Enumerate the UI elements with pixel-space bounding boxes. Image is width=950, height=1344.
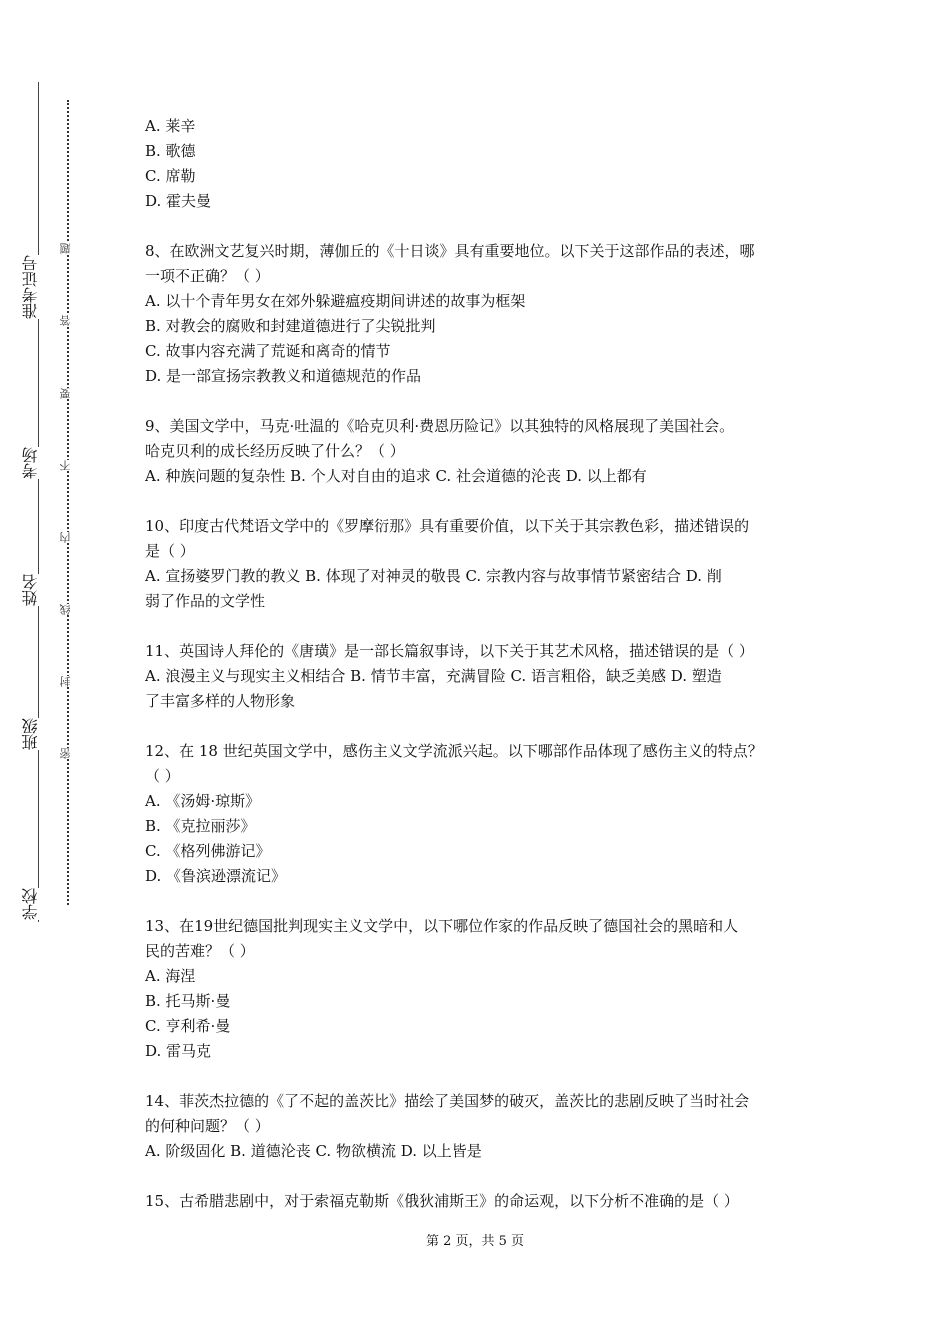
question-block	[145, 114, 825, 214]
seal-char: 密	[59, 748, 77, 759]
option-b: B. 《克拉丽莎》	[145, 817, 256, 835]
option-c: C. 故事内容充满了荒诞和离奇的情节	[145, 342, 391, 360]
question-stem: 12、在 18 世纪英国文学中，感伤主义文学流派兴起。以下哪部作品体现了感伤主义的特点？	[145, 742, 763, 760]
field-label-name: 姓名	[22, 574, 56, 606]
question-stem: 15、古希腊悲剧中，对于索福克勒斯《俄狄浦斯王》的命运观，以下分析不准确的是（ ）	[145, 1192, 739, 1210]
question-stem: 11、英国诗人拜伦的《唐璜》是一部长篇叙事诗，以下关于其艺术风格，描述错误的是（ ）	[145, 642, 754, 660]
seal-char: 内	[59, 532, 77, 543]
field-label-school: 学校	[22, 888, 56, 920]
question-8	[145, 239, 825, 389]
options-inline: 了丰富多样的人物形象	[145, 692, 296, 710]
question-12	[145, 739, 825, 889]
option-a: A. 以十个青年男女在郊外躲避瘟疫期间讲述的故事为框架	[145, 292, 526, 310]
options-inline: 弱了作品的文学性	[145, 592, 266, 610]
question-stem: 民的苦难？（ ）	[145, 942, 255, 960]
question-stem: 13、在19世纪德国批判现实主义文学中，以下哪位作家的作品反映了德国社会的黑暗和人	[145, 917, 739, 935]
question-15	[145, 1189, 825, 1214]
page-footer: 第 2 页，共 5 页	[425, 1234, 525, 1249]
option-d: D. 《鲁滨逊漂流记》	[145, 867, 287, 885]
question-stem: 的何种问题？（ ）	[145, 1117, 270, 1135]
option-c: C. 席勒	[145, 167, 196, 185]
options-inline: A. 种族问题的复杂性 B. 个人对自由的追求 C. 社会道德的沦丧 D. 以上都有	[145, 467, 647, 485]
option-d: D. 雷马克	[145, 1042, 212, 1060]
seal-char: 要	[59, 388, 77, 399]
options-inline: A. 宣扬婆罗门教的教义 B. 体现了对神灵的敬畏 C. 宗教内容与故事情节紧密结合 D. 削	[145, 567, 722, 585]
question-11	[145, 639, 825, 714]
question-stem: 哈克贝利的成长经历反映了什么？（ ）	[145, 442, 405, 460]
option-c: C. 《格列佛游记》	[145, 842, 271, 860]
question-14	[145, 1089, 825, 1164]
question-stem: 8、在欧洲文艺复兴时期，薄伽丘的《十日谈》具有重要地位。以下关于这部作品的表述，哪	[145, 242, 755, 260]
question-stem: 9、美国文学中，马克·吐温的《哈克贝利·费恩历险记》以其独特的风格展现了美国社会。	[145, 417, 735, 435]
question-9	[145, 414, 825, 489]
question-stem: 10、印度古代梵语文学中的《罗摩衍那》具有重要价值，以下关于其宗教色彩，描述错误的	[145, 517, 750, 535]
question-stem: 一项不正确？（ ）	[145, 267, 270, 285]
question-10	[145, 514, 825, 614]
question-stem: （ ）	[145, 767, 180, 785]
binding-dotted-line	[67, 100, 69, 905]
binding-margin	[0, 0, 110, 1344]
seal-char: 不	[59, 460, 77, 471]
option-b: B. 对教会的腐败和封建道德进行了尖锐批判	[145, 317, 436, 335]
option-d: D. 霍夫曼	[145, 192, 212, 210]
question-13	[145, 914, 825, 1064]
options-inline: A. 浪漫主义与现实主义相结合 B. 情节丰富，充满冒险 C. 语言粗俗，缺乏美感 D. 塑造	[145, 667, 722, 685]
option-d: D. 是一部宣扬宗教教义和道德规范的作品	[145, 367, 422, 385]
seal-char: 线	[59, 604, 77, 615]
option-b: B. 歌德	[145, 142, 196, 160]
binding-solid-line	[38, 82, 39, 922]
field-label-class: 班级	[22, 718, 56, 750]
field-label-exam-room: 考场	[22, 447, 56, 479]
option-c: C. 亨利希·曼	[145, 1017, 231, 1035]
question-stem: 14、菲茨杰拉德的《了不起的盖茨比》描绘了美国梦的破灭，盖茨比的悲剧反映了当时社会	[145, 1092, 750, 1110]
field-label-exam-number: 准考证号	[22, 255, 56, 319]
question-list	[145, 114, 825, 1214]
seal-char: 答	[59, 315, 77, 326]
option-a: A. 海涅	[145, 967, 196, 985]
option-a: A. 莱辛	[145, 117, 196, 135]
seal-char: 封	[59, 676, 77, 687]
options-inline: A. 阶级固化 B. 道德沦丧 C. 物欲横流 D. 以上皆是	[145, 1142, 482, 1160]
seal-char: 题	[59, 243, 77, 254]
option-a: A. 《汤姆·琼斯》	[145, 792, 261, 810]
option-b: B. 托马斯·曼	[145, 992, 231, 1010]
question-stem: 是（ ）	[145, 542, 195, 560]
